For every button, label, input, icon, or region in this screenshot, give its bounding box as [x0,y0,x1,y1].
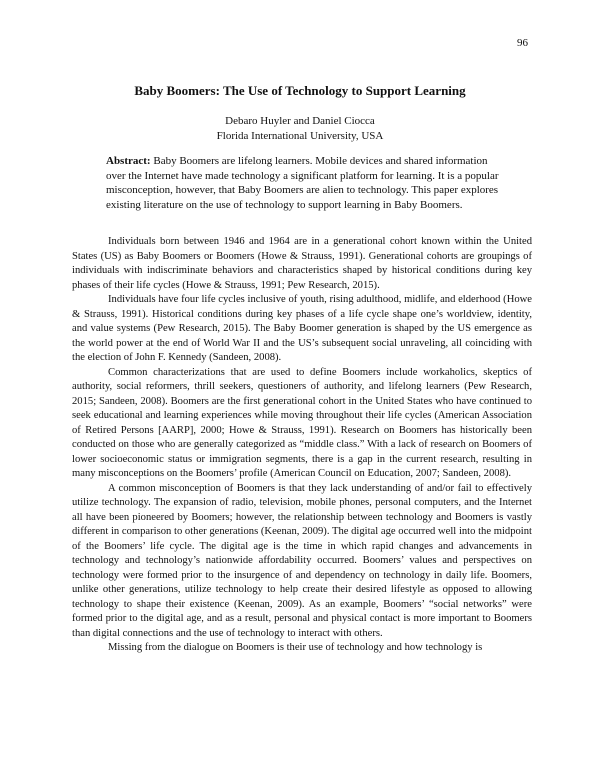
affiliation: Florida International University, USA [216,129,384,142]
abstract-text: Baby Boomers are lifelong learners. Mobile devices and shared information over the Internet have made technology a significant platform for learning. It is a popular misconception, however, that Baby Boomers are alien to technology. This paper explores existing literature on the use of technology to support learning in Baby Boomers. [106,155,499,211]
body-text [72,235,532,656]
abstract [106,154,504,212]
paragraph-2: Individuals have four life cycles inclusive of youth, rising adulthood, midlife, and elderhood (Howe & Strauss, 1991). Historical conditions during key phases of a life cycle shape one’s worldview, identity, and value systems (Pew Research, 2015). The Baby Boomer generation is shaped by the US emergence as the world power at the end of World War II and the US’s subsequent social unraveling, all coinciding with the election of John F. Kennedy (Sandeen, 2008). [72,294,532,363]
abstract-label: Abstract: [106,155,151,167]
paragraph-3: Common characterizations that are used to define Boomers include workaholics, skeptics of authority, social reformers, thrill seekers, questioners of authority, and lifelong learners (Pew Research, 2015; Sandeen, 2008). Boomers are the first generational cohort in the United States who have continued to seek educational and learning experiences while moving throughout their life cycles (American Association of Retired Persons [AARP], 2000; Howe & Strauss, 1991). Research on Boomers has historically been conducted on those who are generally categorized as “middle class.” With a lack of research on Boomers of lower socioeconomic status or immigration segments, there is a gap in the current research, resulting in many misconceptions on the Boomers’ profile (American Council on Education, 2007; Sandeen, 2008). [72,366,532,479]
paper-title: Baby Boomers: The Use of Technology to Support Learning [134,83,466,98]
paragraph-5: Missing from the dialogue on Boomers is their use of technology and how technology is [108,642,483,653]
paragraph-1: Individuals born between 1946 and 1964 are in a generational cohort known within the United States (US) as Baby Boomers or Boomers (Howe & Strauss, 1991). Generational cohorts are groupings of individuals with indiscriminate behaviors and characteristics shaped by historical conditions during key phases of their life cycles (Howe & Strauss, 1991; Pew Research, 2015). [72,236,532,291]
paragraph-4: A common misconception of Boomers is that they lack understanding of and/or fail to effectively utilize technology. The expansion of radio, television, mobile phones, personal computers, and the Internet all have been pioneered by Boomers; however, the relationship between technology and Boomers is vastly different in comparison to other generations (Keenan, 2009). The digital age occurred well into the midpoint of the Boomers’ life cycle. The digital age is the time in which rapid changes and advancements in technology and technology’s nationwide affordability occurred. Boomers’ values and perspectives on technology were formed prior to the insurgence of and dependency on technology in daily life. Boomers, unlike other generations, utilize technology to help create their desired lifestyle as opposed to allowing technology to shape their existence (Keenan, 2009). As an example, Boomers’ “social networks” were formed prior to the digital age, and as a result, personal and physical contact is more important to Boomers than digital connections and the use of technology to interact with others. [72,482,532,639]
author-block [0,114,600,143]
authors: Debaro Huyler and Daniel Ciocca [225,115,375,127]
page-number: 96 [517,37,528,49]
